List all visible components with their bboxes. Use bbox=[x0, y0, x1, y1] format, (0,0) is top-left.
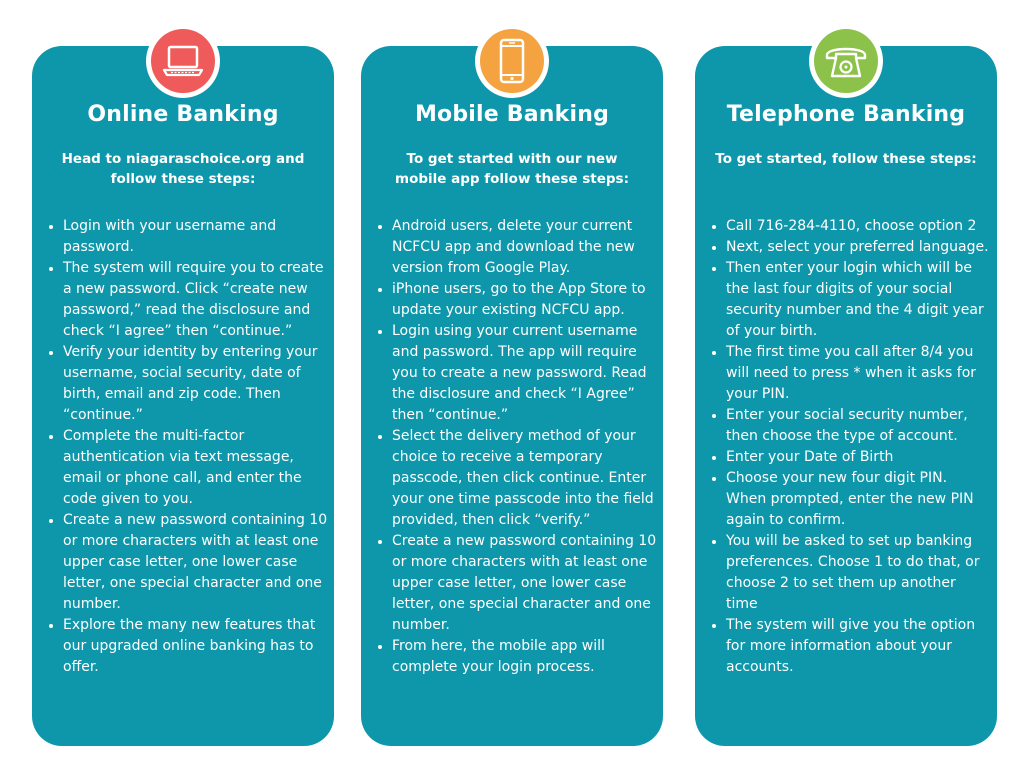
telephone-icon bbox=[823, 41, 869, 81]
telephone-banking-card bbox=[695, 46, 997, 746]
step-item: • Call 716-284-4110, choose option 2 bbox=[726, 216, 991, 237]
step-item: • Android users, delete your current NCFCU app and download the new version from Google Play. bbox=[392, 216, 657, 279]
steps-list bbox=[707, 216, 991, 678]
step-item: • The first time you call after 8/4 you will need to press * when it asks for your PIN. bbox=[726, 342, 991, 405]
online-banking-card bbox=[32, 46, 334, 746]
telephone-banking-badge bbox=[809, 24, 883, 98]
step-item: • Explore the many new features that our upgraded online banking has to offer. bbox=[63, 615, 328, 678]
step-item: • Enter your social security number, then choose the type of account. bbox=[726, 405, 991, 447]
step-item: • Login using your current username and password. The app will require you to create a new password. Read the disclosure and check “I Agree” then “continue.” bbox=[392, 321, 657, 426]
step-item: • Create a new password containing 10 or more characters with at least one upper case letter, one lower case letter, one special character and one number. bbox=[392, 531, 657, 636]
card-title: Online Banking bbox=[87, 102, 279, 127]
card-title: Mobile Banking bbox=[414, 102, 610, 127]
step-item: • Then enter your login which will be the last four digits of your social security number and the 4 digit year of your birth. bbox=[726, 258, 991, 342]
step-item: • iPhone users, go to the App Store to update your existing NCFCU app. bbox=[392, 279, 657, 321]
step-item: • Next, select your preferred language. bbox=[726, 237, 991, 258]
step-item: • You will be asked to set up banking preferences. Choose 1 to do that, or choose 2 to set them up another time bbox=[726, 531, 991, 615]
step-item: • Select the delivery method of your choice to receive a temporary passcode, then click continue. Enter your one time passcode into the field provided, then click “verify.” bbox=[392, 426, 657, 531]
mobile-banking-card bbox=[361, 46, 663, 746]
step-item: • The system will require you to create a new password. Click “create new password,” read the disclosure and check “I agree” then “continue.” bbox=[63, 258, 328, 342]
smartphone-icon bbox=[497, 38, 527, 84]
step-item: • Choose your new four digit PIN. When prompted, enter the new PIN again to confirm. bbox=[726, 468, 991, 531]
card-subtitle: Head to niagaraschoice.org and follow these steps: bbox=[61, 151, 305, 187]
laptop-icon bbox=[161, 43, 205, 79]
card-title: Telephone Banking bbox=[726, 102, 966, 127]
step-item: • Verify your identity by entering your username, social security, date of birth, email and zip code. Then “continue.” bbox=[63, 342, 328, 426]
step-item: • Login with your username and password. bbox=[63, 216, 328, 258]
mobile-banking-badge bbox=[475, 24, 549, 98]
card-subtitle: To get started, follow these steps: bbox=[715, 151, 977, 167]
card-subtitle: To get started with our new mobile app follow these steps: bbox=[395, 151, 629, 187]
step-item: • The system will give you the option for more information about your accounts. bbox=[726, 615, 991, 678]
step-item: • Enter your Date of Birth bbox=[726, 447, 991, 468]
step-item: • Complete the multi-factor authentication via text message, email or phone call, and enter the code given to you. bbox=[63, 426, 328, 510]
steps-list bbox=[44, 216, 328, 678]
online-banking-badge bbox=[146, 24, 220, 98]
step-item: • Create a new password containing 10 or more characters with at least one upper case letter, one lower case letter, one special character and one number. bbox=[63, 510, 328, 615]
step-item: • From here, the mobile app will complete your login process. bbox=[392, 636, 657, 678]
steps-list bbox=[373, 216, 657, 678]
